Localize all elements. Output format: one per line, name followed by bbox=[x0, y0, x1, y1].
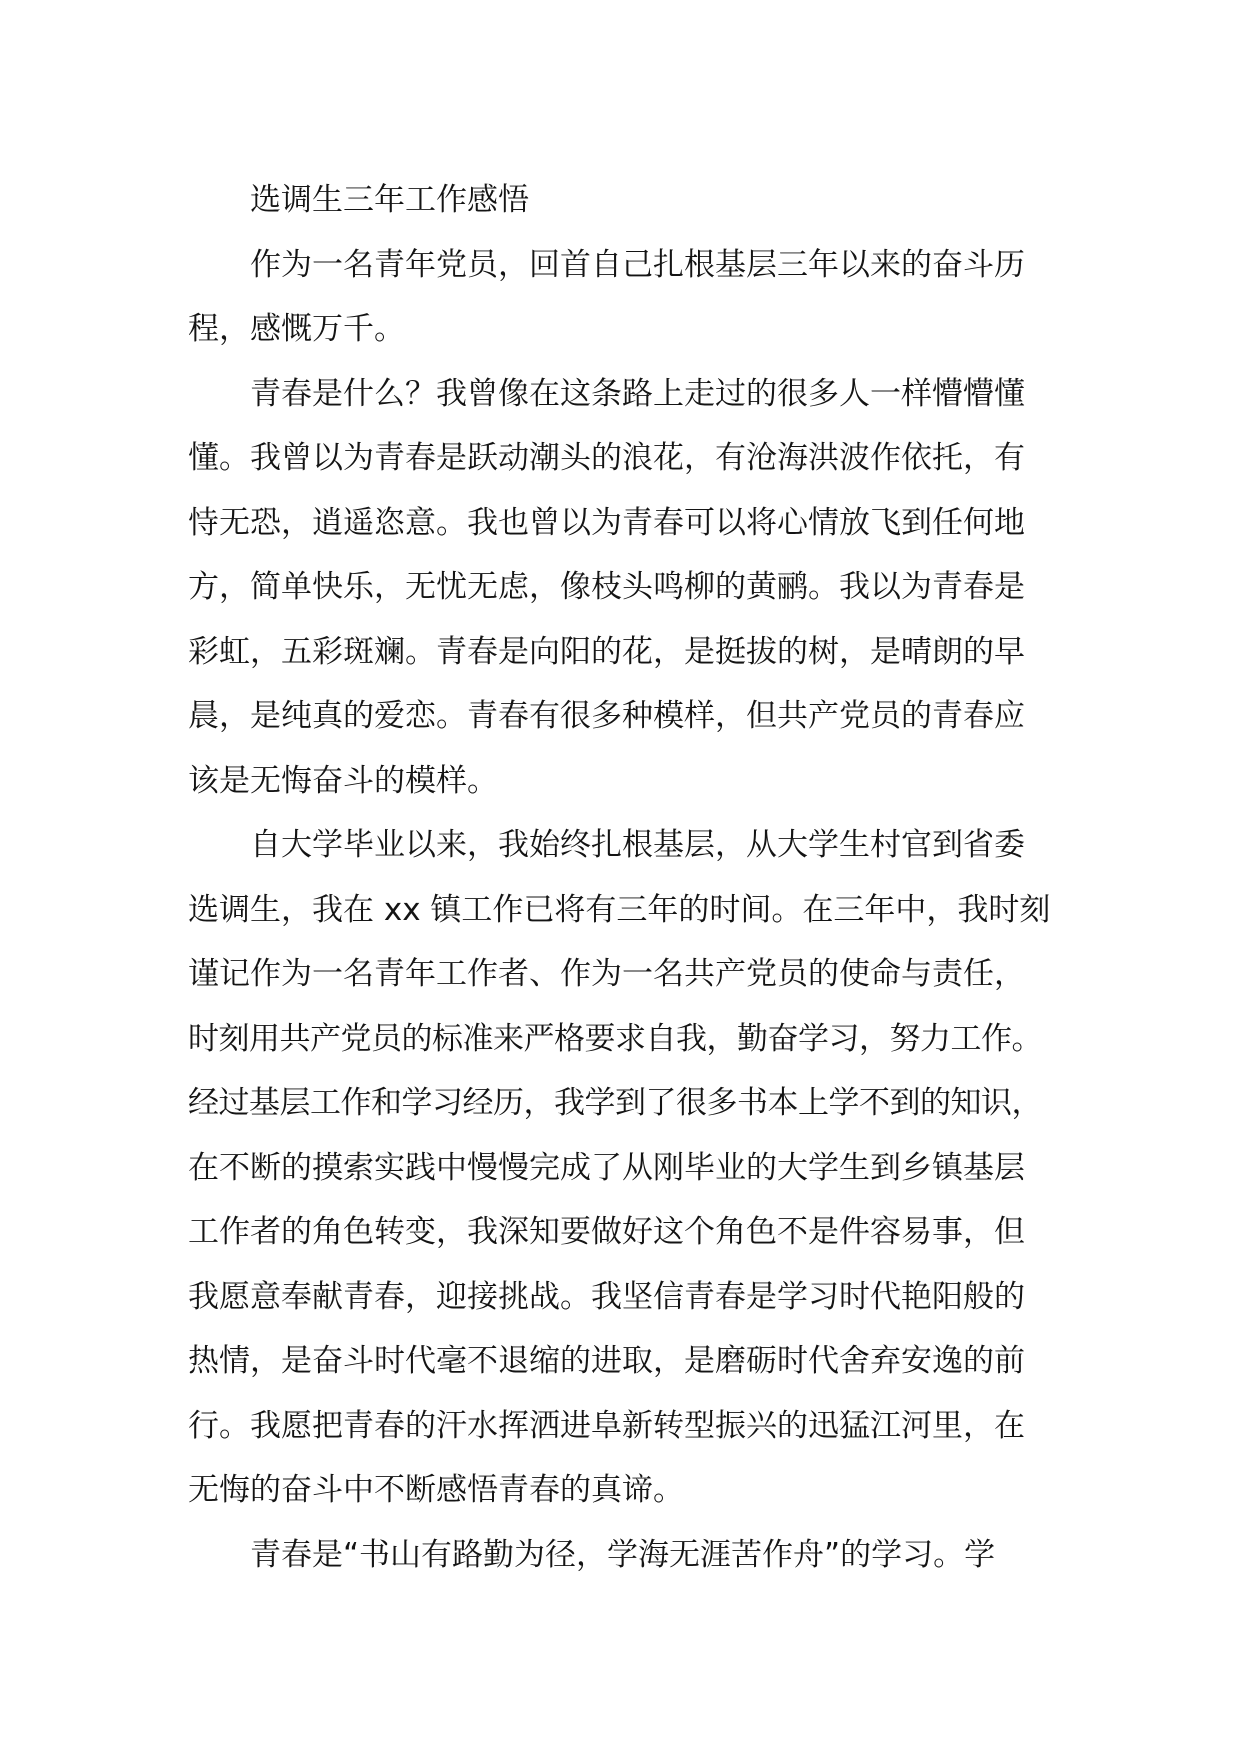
paragraph-line: 方，简单快乐，无忧无虑，像枝头鸣柳的黄鹂。我以为青春是 bbox=[188, 569, 1025, 605]
paragraph-line: 行。我愿把青春的汗水挥洒进阜新转型振兴的迅猛江河里，在 bbox=[188, 1407, 1025, 1444]
paragraph-line: 作为一名青年党员，回首自己扎根基层三年以来的奋斗历 bbox=[250, 246, 1025, 283]
paragraph-line: 经过基层工作和学习经历，我学到了很多书本上学不到的知识， bbox=[188, 1085, 1042, 1121]
paragraph-line: 在不断的摸索实践中慢慢完成了从刚毕业的大学生到乡镇基层 bbox=[188, 1149, 1025, 1186]
paragraph-line: 晨，是纯真的爱恋。青春有很多种模样，但共产党员的青春应 bbox=[188, 698, 1025, 734]
paragraph-line: 彩虹，五彩斑斓。青春是向阳的花，是挺拔的树，是晴朗的早 bbox=[188, 633, 1025, 670]
paragraph-line: 谨记作为一名青年工作者、作为一名共产党员的使命与责任， bbox=[188, 956, 1025, 992]
paragraph-line: 该是无悔奋斗的模样。 bbox=[188, 762, 498, 799]
document-title: 选调生三年工作感悟 bbox=[250, 182, 529, 218]
paragraph-1 bbox=[188, 233, 1068, 362]
paragraph-2 bbox=[188, 362, 1068, 814]
document-body bbox=[188, 168, 1068, 1587]
paragraph-4 bbox=[188, 1523, 1068, 1588]
paragraph-line: 热情，是奋斗时代毫不退缩的进取，是磨砺时代舍弃安逸的前 bbox=[188, 1343, 1025, 1379]
paragraph-line: 我愿意奉献青春，迎接挑战。我坚信青春是学习时代艳阳般的 bbox=[188, 1278, 1025, 1315]
paragraph-3 bbox=[188, 813, 1068, 1523]
paragraph-line: 程，感慨万千。 bbox=[188, 311, 405, 347]
paragraph-line: 工作者的角色转变，我深知要做好这个角色不是件容易事，但 bbox=[188, 1214, 1025, 1250]
paragraph-line: 时刻用共产党员的标准来严格要求自我，勤奋学习，努力工作。 bbox=[188, 1020, 1042, 1057]
paragraph-line: 无悔的奋斗中不断感悟青春的真谛。 bbox=[188, 1472, 684, 1508]
paragraph-line: 青春是什么？我曾像在这条路上走过的很多人一样懵懵懂 bbox=[250, 375, 1025, 412]
paragraph-line: 恃无恐，逍遥恣意。我也曾以为青春可以将心情放飞到任何地 bbox=[188, 504, 1025, 541]
paragraph-line: 懂。我曾以为青春是跃动潮头的浪花，有沧海洪波作依托，有 bbox=[188, 440, 1025, 476]
paragraph-line: 自大学毕业以来，我始终扎根基层，从大学生村官到省委 bbox=[250, 827, 1025, 863]
paragraph-line: 青春是“书山有路勤为径，学海无涯苦作舟”的学习。学 bbox=[250, 1536, 996, 1573]
paragraph-line: 选调生，我在 xx 镇工作已将有三年的时间。在三年中，我时刻 bbox=[188, 891, 1051, 928]
